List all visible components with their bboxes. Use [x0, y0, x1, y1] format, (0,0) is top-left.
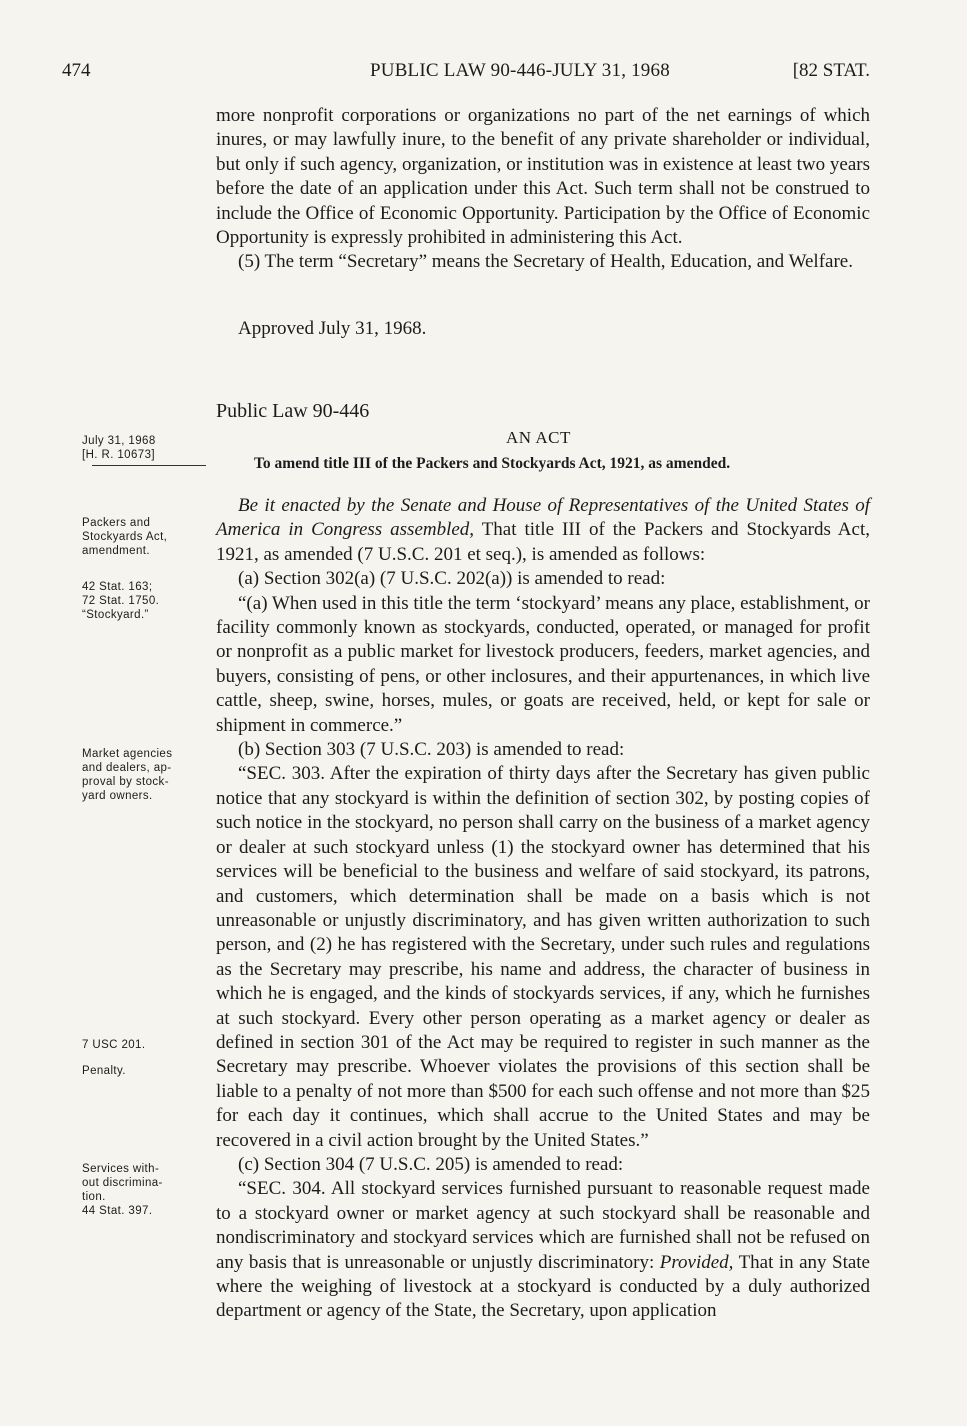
enacting-clause-rest: That title III of the Packers and Stockyards Act, 1921, as amended (7 U.S.C. 201 et seq.), is amended as follows: [216, 519, 870, 565]
margin-note-citation [82, 580, 192, 622]
page-number: 474 [62, 60, 91, 81]
section-c-intro: (c) Section 304 (7 U.S.C. 205) is amended to read: [238, 1153, 624, 1175]
margin-note-date [82, 434, 192, 462]
margin-line: Packers and [82, 517, 151, 529]
act-purpose: To amend title III of the Packers and Stockyards Act, 1921, as amended. [254, 455, 731, 472]
margin-line: Services with- [82, 1163, 160, 1175]
section-b-intro: (b) Section 303 (7 U.S.C. 203) is amended to read: [238, 739, 625, 761]
enactment-date: July 31, 1968 [82, 435, 156, 447]
section-304-end: That in any State where the weighing of livestock at a stockyard is conducted by a duly authorized department or agency of the State, the Secretary, upon application [216, 1251, 870, 1322]
approval-date: Approved July 31, 1968. [238, 318, 427, 339]
margin-line: “Stockyard.” [82, 609, 149, 621]
stockyard-definition: “(a) When used in this title the term ‘stockyard’ means any place, establishment, or facility commonly known as stockyards, conducted, operated, or managed for profit or nonprofit as a public market for livestock producers, feeders, market agencies, and buyers, consisting of pens, or other inclosures, and their appurtenances, in which live cattle, sheep, swine, horses, mules, or goats are received, held, or kept for sale or shipment in commerce.” [216, 592, 870, 736]
enacting-clause-italic: Be it enacted by the Senate and House of Representatives of the United States of America in Congress assembled, [216, 495, 870, 541]
section-303-text: “SEC. 303. After the expiration of thirty days after the Secretary has given public notice that any stockyard is within the definition of section 302, by posting copies of such notice in the stockyard, no person shall carry on the business of a market agency or dealer at such stockyard unless (1) the stockyard owner has determined that his services will be beneficial to the business and welfare of said stockyard, its patrons, and customers, which determination shall be made on a basis which is not unreasonable or unjustly discriminatory, and has given written authorization to such person, and (2) he has registered with the Secretary, under such rules and regulations as the Secretary may prescribe, his name and address, the character of business in which he is engaged, and the kinds of stockyards services, if any, which he furnishes at such stockyard. Every other person operating as a market agency or dealer as defined in section 301 of the Act may be required to register in such manner as the Secretary may prescribe. Whoever violates the provisions of this section shall be liable to a penalty of not more than $500 for each such offense and not more than $25 for each day it continues, which shall accrue to the United States and may be recovered in a civil action brought by the United States.” [216, 763, 870, 1151]
bill-number: [H. R. 10673] [82, 449, 155, 461]
margin-line: 42 Stat. 163; [82, 581, 153, 593]
margin-line: tion. [82, 1191, 106, 1203]
section-304-start: “SEC. 304. All stockyard services furnished pursuant to reasonable request made to a stockyard owner or market agency at such stockyard shall be reasonable and nondiscriminatory and stockyard services which are furnished shall not be refused on any basis that is unreasonable or unjustly discriminatory: [216, 1178, 870, 1273]
stat-reference: [82 STAT. [792, 60, 870, 81]
running-title: PUBLIC LAW 90-446-JULY 31, 1968 [370, 60, 670, 81]
margin-line: out discrimina- [82, 1177, 163, 1189]
margin-line: amendment. [82, 545, 150, 557]
margin-note-usc: 7 USC 201. [82, 1039, 146, 1051]
public-law-heading: Public Law 90-446 [216, 400, 370, 422]
top-paragraph: more nonprofit corporations or organizations no part of the net earnings of which inures, or may lawfully inure, to the benefit of any private shareholder or individual, but only if such agency, organization, or institution was in existence at least two years before the date of an application under this Act. Such term shall not be construed to include the Office of Economic Opportunity. Participation by the Office of Economic Opportunity is expressly prohibited in administering this Act. [216, 105, 870, 249]
section-a-intro: (a) Section 302(a) (7 U.S.C. 202(a)) is amended to read: [238, 568, 666, 590]
definitions-continuation [216, 104, 870, 275]
margin-line: Market agencies [82, 748, 173, 760]
section-304-text [216, 1177, 870, 1323]
margin-line: proval by stock- [82, 776, 169, 788]
margin-line: 72 Stat. 1750. [82, 595, 160, 607]
act-body [216, 494, 870, 1324]
margin-line: 44 Stat. 397. [82, 1205, 153, 1217]
page-header [62, 60, 870, 86]
margin-line: yard owners. [82, 790, 153, 802]
margin-divider [92, 465, 206, 466]
enacting-clause [216, 494, 870, 567]
margin-note-market-agencies [82, 747, 192, 803]
margin-note-penalty: Penalty. [82, 1065, 126, 1077]
margin-note-services [82, 1162, 192, 1218]
an-act-heading: AN ACT [506, 428, 571, 447]
margin-line: and dealers, ap- [82, 762, 172, 774]
margin-note-amendment [82, 516, 192, 558]
definition-secretary: (5) The term “Secretary” means the Secretary of Health, Education, and Welfare. [238, 251, 853, 273]
margin-line: Stockyards Act, [82, 531, 168, 543]
section-304-proviso: Provided, [659, 1251, 734, 1273]
